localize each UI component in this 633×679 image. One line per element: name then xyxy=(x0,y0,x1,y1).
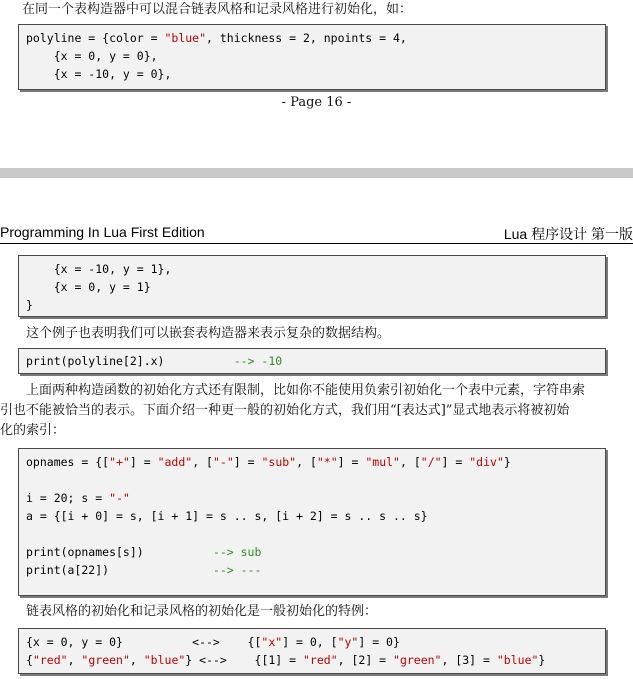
code-text: a = {[i + 0] = s, [i + 1] = s .. s, [i + 2] = s .. s .. s} xyxy=(26,509,428,523)
code-comment: --> --- xyxy=(212,563,262,577)
running-header-left: Programming In Lua First Edition xyxy=(0,224,205,240)
code-text: , xyxy=(129,653,144,667)
code-string: "red" xyxy=(32,653,68,667)
code-line xyxy=(26,471,605,489)
code-comment: --> sub xyxy=(212,545,262,559)
page-number: - Page 16 - xyxy=(281,95,352,110)
code-text: } <--> {[1] = xyxy=(185,653,303,667)
code-text: ] = 0} xyxy=(358,635,400,649)
paragraph-special-cases: 链表风格的初始化和记录风格的初始化是一般初始化的特例： xyxy=(26,604,378,619)
code-text: , [ xyxy=(399,455,421,469)
code-text: print(opnames[s]) xyxy=(26,545,213,559)
code-block-polyline-start xyxy=(18,24,606,90)
code-text: print(polyline[2].x) xyxy=(26,354,234,368)
code-block-print-polyline xyxy=(18,348,606,374)
code-text: } xyxy=(26,298,33,312)
code-line xyxy=(26,543,605,561)
code-string: "green" xyxy=(81,653,130,667)
code-block-polyline-end xyxy=(18,255,606,317)
code-text: i = 20; s = xyxy=(26,491,110,505)
paragraph-general-init-line1: 上面两种构造函数的初始化方式还有限制，比如你不能使用负索引初始化一个表中元素，字符串索 xyxy=(26,383,586,398)
code-string: "-" xyxy=(212,455,234,469)
intro-paragraph: 在同一个表构造器中可以混合链表风格和记录风格进行初始化，如： xyxy=(22,2,413,17)
code-string: "-" xyxy=(109,491,130,505)
code-line xyxy=(26,633,605,651)
code-string: "x" xyxy=(261,635,283,649)
code-text: print(a[22]) xyxy=(26,563,213,577)
code-string: "red" xyxy=(303,653,338,667)
code-line xyxy=(26,651,605,669)
code-text: {x = -10, y = 0}, xyxy=(26,67,172,81)
code-text: { xyxy=(26,653,33,667)
code-string: "add" xyxy=(157,455,193,469)
code-line xyxy=(26,65,605,83)
code-line xyxy=(26,507,605,525)
code-text: } xyxy=(538,653,546,667)
code-string: "mul" xyxy=(365,455,400,469)
code-string: "blue" xyxy=(164,31,207,45)
code-text: } xyxy=(503,455,511,469)
code-line xyxy=(26,525,605,543)
code-text: , [ xyxy=(296,455,317,469)
paragraph-general-init-line3: 化的索引： xyxy=(0,423,66,438)
code-text: {x = 0, y = 0} <--> {[ xyxy=(26,635,262,649)
code-string: "blue" xyxy=(496,653,539,667)
code-text: ] = xyxy=(233,455,262,469)
code-text: {x = 0, y = 1} xyxy=(26,280,151,294)
code-text: , [ xyxy=(192,455,213,469)
code-string: "*" xyxy=(316,455,338,469)
code-text: polyline = {color = xyxy=(26,31,165,45)
code-text: {x = -10, y = 1}, xyxy=(26,262,172,276)
code-line xyxy=(26,260,605,278)
code-text: ] = xyxy=(337,455,366,469)
running-header-right: Lua 程序设计 第一版 xyxy=(503,226,633,242)
code-line xyxy=(26,29,605,47)
code-block-equivalence xyxy=(18,628,606,674)
code-text: ] = xyxy=(441,455,470,469)
code-line xyxy=(26,453,605,471)
code-text: opnames = {[ xyxy=(26,455,110,469)
code-line xyxy=(26,352,605,370)
code-text: {x = 0, y = 0}, xyxy=(26,49,158,63)
paragraph-nested-constructors: 这个例子也表明我们可以嵌套表构造器来表示复杂的数据结构。 xyxy=(26,326,391,341)
code-string: "sub" xyxy=(261,455,297,469)
paragraph-general-init-line2: 引也不能被恰当的表示。下面介绍一种更一般的初始化方式，我们用“[表达式]”显式地表示将被初始 xyxy=(0,403,570,418)
code-block-opnames xyxy=(18,448,606,596)
code-string: "+" xyxy=(109,455,130,469)
code-text: , [3] = xyxy=(441,653,497,667)
code-line xyxy=(26,489,605,507)
code-text: , thickness = 2, npoints = 4, xyxy=(206,31,407,45)
code-string: "div" xyxy=(469,455,504,469)
code-text: ] = xyxy=(129,455,158,469)
code-line xyxy=(26,561,605,579)
code-string: "green" xyxy=(393,653,442,667)
page-gap xyxy=(0,168,633,178)
code-string: "/" xyxy=(420,455,442,469)
code-line xyxy=(26,278,605,296)
code-string: "blue" xyxy=(143,653,186,667)
header-rule xyxy=(0,243,633,244)
code-text: , xyxy=(67,653,82,667)
code-string: "y" xyxy=(337,635,359,649)
code-comment: --> -10 xyxy=(233,354,283,368)
code-line xyxy=(26,296,605,314)
code-line xyxy=(26,47,605,65)
code-text: ] = 0, [ xyxy=(282,635,338,649)
code-text: , [2] = xyxy=(337,653,394,667)
